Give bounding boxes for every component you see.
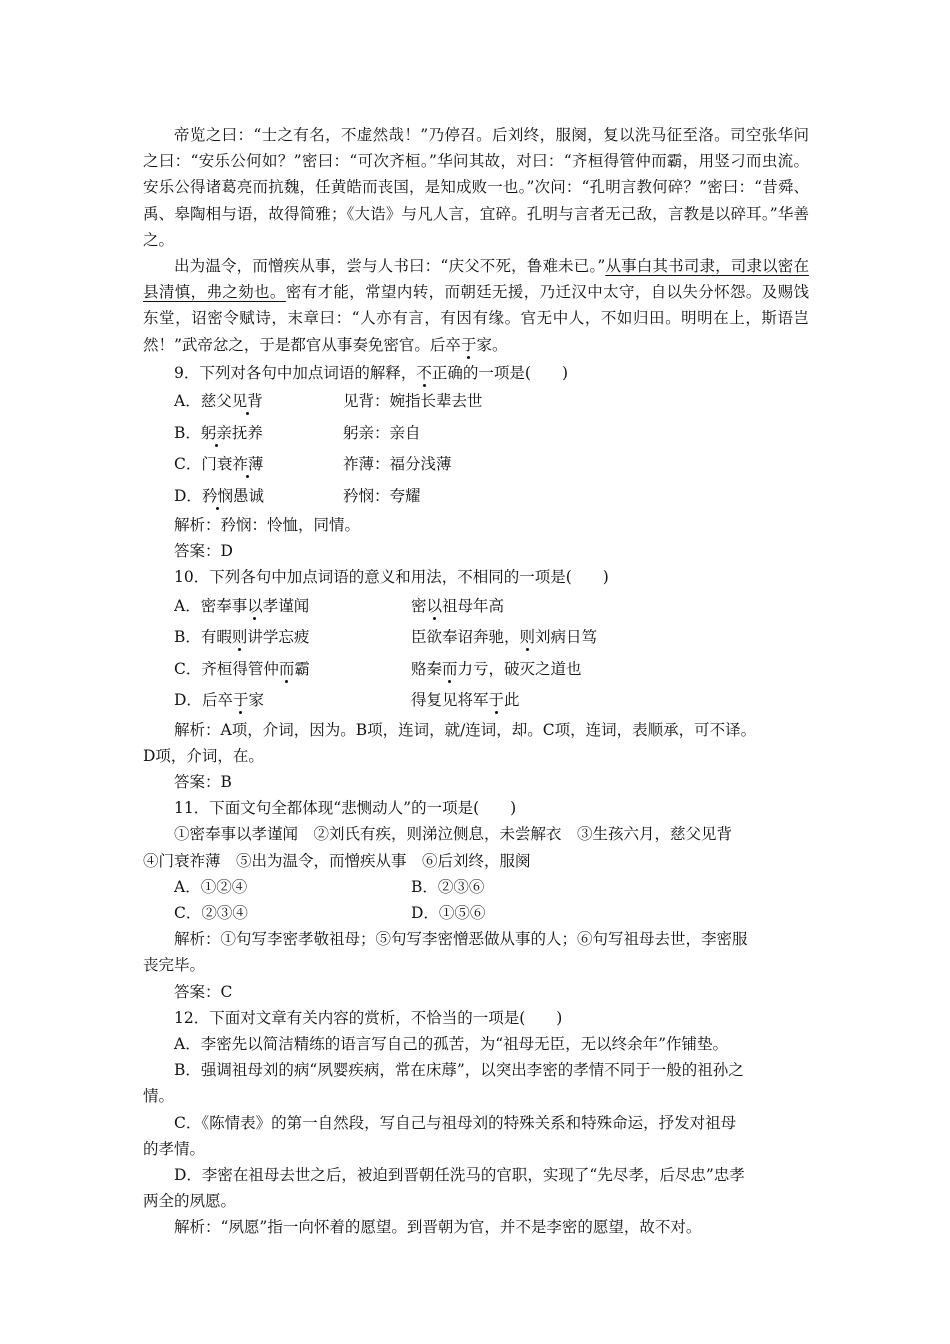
option-right: 得复见将军于此 — [411, 691, 520, 710]
dotted-word: 以 — [247, 596, 263, 615]
question-11-items: ①密奉事以孝谨闻 ②刘氏有疾，则涕泣侧息，未尝解衣 ③生孩六月，慈父见背 — [174, 825, 733, 844]
option-gloss: 见背：婉指长辈去世 — [343, 392, 483, 411]
question-12-option-c: C．《陈情表》的第一自然段，写自己与祖母刘的特殊关系和特殊命运，抒发对祖母 — [174, 1113, 737, 1132]
dotted-word: 则 — [231, 628, 248, 647]
dotted-word: 以 — [426, 596, 443, 615]
option-left: D．后卒于家 — [174, 691, 264, 710]
question-11-options-row-1 — [143, 874, 809, 900]
dotted-word: 矜悯 — [201, 486, 233, 505]
question-10-analysis-cont: D项，介词，在。 — [143, 746, 264, 765]
document-content — [143, 122, 809, 1241]
dotted-word: 于 — [232, 691, 249, 710]
question-12-option-c-cont: 的孝情。 — [143, 1139, 206, 1158]
dotted-word: 躬亲 — [200, 423, 232, 442]
option-gloss: 矜悯：夸耀 — [343, 486, 421, 505]
question-9-option-b — [143, 418, 809, 450]
option-left: B．有暇则讲学忘疲 — [174, 628, 310, 647]
question-12-stem: 12．下面对文章有关内容的赏析，不恰当的一项是( ) — [174, 1008, 563, 1027]
option-gloss: 躬亲：亲自 — [343, 423, 421, 442]
passage-text: 密有才能，常望内转，而朝廷无援，乃迁汉中太守，自以失分怀怨。及赐饯东堂，诏密令赋诗，末章曰：“人亦有言，有因有缘。官无中人，不如归田。明明在上，斯语岂然！”武帝忿之，于是都官从事奏免密官。后卒 — [143, 283, 809, 354]
question-11-items-cont: ④门衰祚薄 ⑤出为温令，而憎疾从事 ⑥后刘终，服阕 — [143, 851, 531, 870]
question-10-option-d — [143, 685, 809, 717]
question-11-answer: 答案：C — [174, 982, 233, 1001]
question-10-answer: 答案：B — [174, 773, 232, 792]
option-left: C．齐桓得管仲而霸 — [174, 659, 310, 678]
option-c: C．②③④ — [174, 904, 248, 923]
option-sentence: B．躬亲抚养 — [174, 423, 263, 442]
stem-text: 正确的一项是( ) — [431, 363, 568, 382]
question-10-option-b — [143, 622, 809, 654]
option-d: D．①⑤⑥ — [411, 904, 486, 923]
passage-paragraph-2 — [143, 253, 809, 358]
option-left: A．密奉事以孝谨闻 — [174, 596, 310, 615]
question-12-option-d-cont: 两全的夙愿。 — [143, 1192, 237, 1211]
question-9-option-a — [143, 386, 809, 418]
option-sentence: C．门衰祚薄 — [174, 455, 264, 474]
question-9-option-c — [143, 449, 809, 481]
question-10-stem: 10．下列各句中加点词语的意义和用法，不相同的一项是( ) — [174, 568, 609, 587]
question-9-analysis: 解析：矜悯：怜恤，同情。 — [174, 516, 361, 535]
question-10-analysis: 解析：A项，介词，因为。B项，连词，就/连词，却。C项，连词，表顺承，可不译。 — [174, 720, 757, 739]
option-right: 赂秦而力亏，破灭之道也 — [411, 659, 582, 678]
option-sentence: D．矜悯愚诚 — [174, 486, 264, 505]
dotted-word: 而 — [442, 659, 458, 678]
dotted-word: 见背 — [231, 392, 263, 411]
option-sentence: A．慈父见背 — [174, 392, 263, 411]
question-11-analysis-cont: 丧完毕。 — [143, 956, 206, 975]
question-12-option-b: B．强调祖母刘的病“夙婴疾病，常在床蓐”，以突出李密的孝情不同于一般的祖孙之 — [174, 1061, 744, 1080]
dotted-word: 祚薄 — [232, 455, 264, 474]
question-11-stem: 11．下面文句全都体现“悲恻动人”的一项是( ) — [174, 799, 517, 818]
question-12-option-d: D．李密在祖母去世之后，被迫到晋朝任洗马的官职，实现了“先尽孝，后尽忠”忠孝 — [174, 1166, 745, 1185]
dotted-word: 则 — [519, 628, 536, 647]
question-9-option-d — [143, 481, 809, 513]
dotted-word: 而 — [278, 659, 295, 678]
question-10-option-c — [143, 654, 809, 686]
question-11-options-row-2 — [143, 900, 809, 926]
option-right: 密以祖母年高 — [411, 596, 505, 615]
question-9-answer: 答案：D — [174, 542, 233, 561]
question-12-option-a: A．李密先以简洁精练的语言写自己的孤苦，为“祖母无臣，无以终余年”作铺垫。 — [174, 1035, 729, 1054]
dotted-word: 不 — [416, 363, 432, 382]
dotted-word: 于 — [460, 335, 477, 354]
option-a: A．①②④ — [174, 877, 248, 896]
option-b: B．②③⑥ — [411, 877, 485, 896]
passage-paragraph-1: 帝览之曰：“士之有名，不虚然哉！”乃停召。后刘终，服阕，复以洗马征至洛。司空张华问之曰：“安乐公何如？”密曰：“可次齐桓。”华问其故，对曰：“齐桓得管仲而霸，用竖刁而虫流。安乐公得诸葛亮而抗魏，任黄皓而丧国，是知成败一也。”次问：“孔明言教何碎？”密曰：“昔舜、禹、皋陶相与语，故得简雅；《大诰》与凡人言，宜碎。孔明与言者无己敌，言教是以碎耳。”华善之。 — [143, 126, 809, 249]
passage-text: 家。 — [476, 335, 508, 354]
question-10-option-a — [143, 591, 809, 623]
stem-text: 9．下列对各句中加点词语的解释， — [174, 363, 417, 382]
option-gloss: 祚薄：福分浅薄 — [343, 455, 452, 474]
dotted-word: 于 — [488, 691, 505, 710]
question-12-option-b-cont: 情。 — [143, 1087, 175, 1106]
question-12-analysis: 解析：“夙愿”指一向怀着的愿望。到晋朝为官，并不是李密的愿望，故不对。 — [174, 1218, 702, 1237]
question-9-stem — [143, 360, 809, 386]
underlined-sentence: 从事白其书司隶，司隶以密在县清慎，弗之劾也。 — [143, 257, 809, 302]
question-11-analysis: 解析：①句写李密孝敬祖母；⑤句写李密憎恶做从事的人；⑥句写祖母去世，李密服 — [174, 930, 748, 949]
passage-text: 出为温令，而憎疾从事，尝与人书曰：“庆父不死，鲁难未已。” — [174, 257, 606, 276]
option-right: 臣欲奉诏奔驰，则刘病日笃 — [411, 628, 598, 647]
